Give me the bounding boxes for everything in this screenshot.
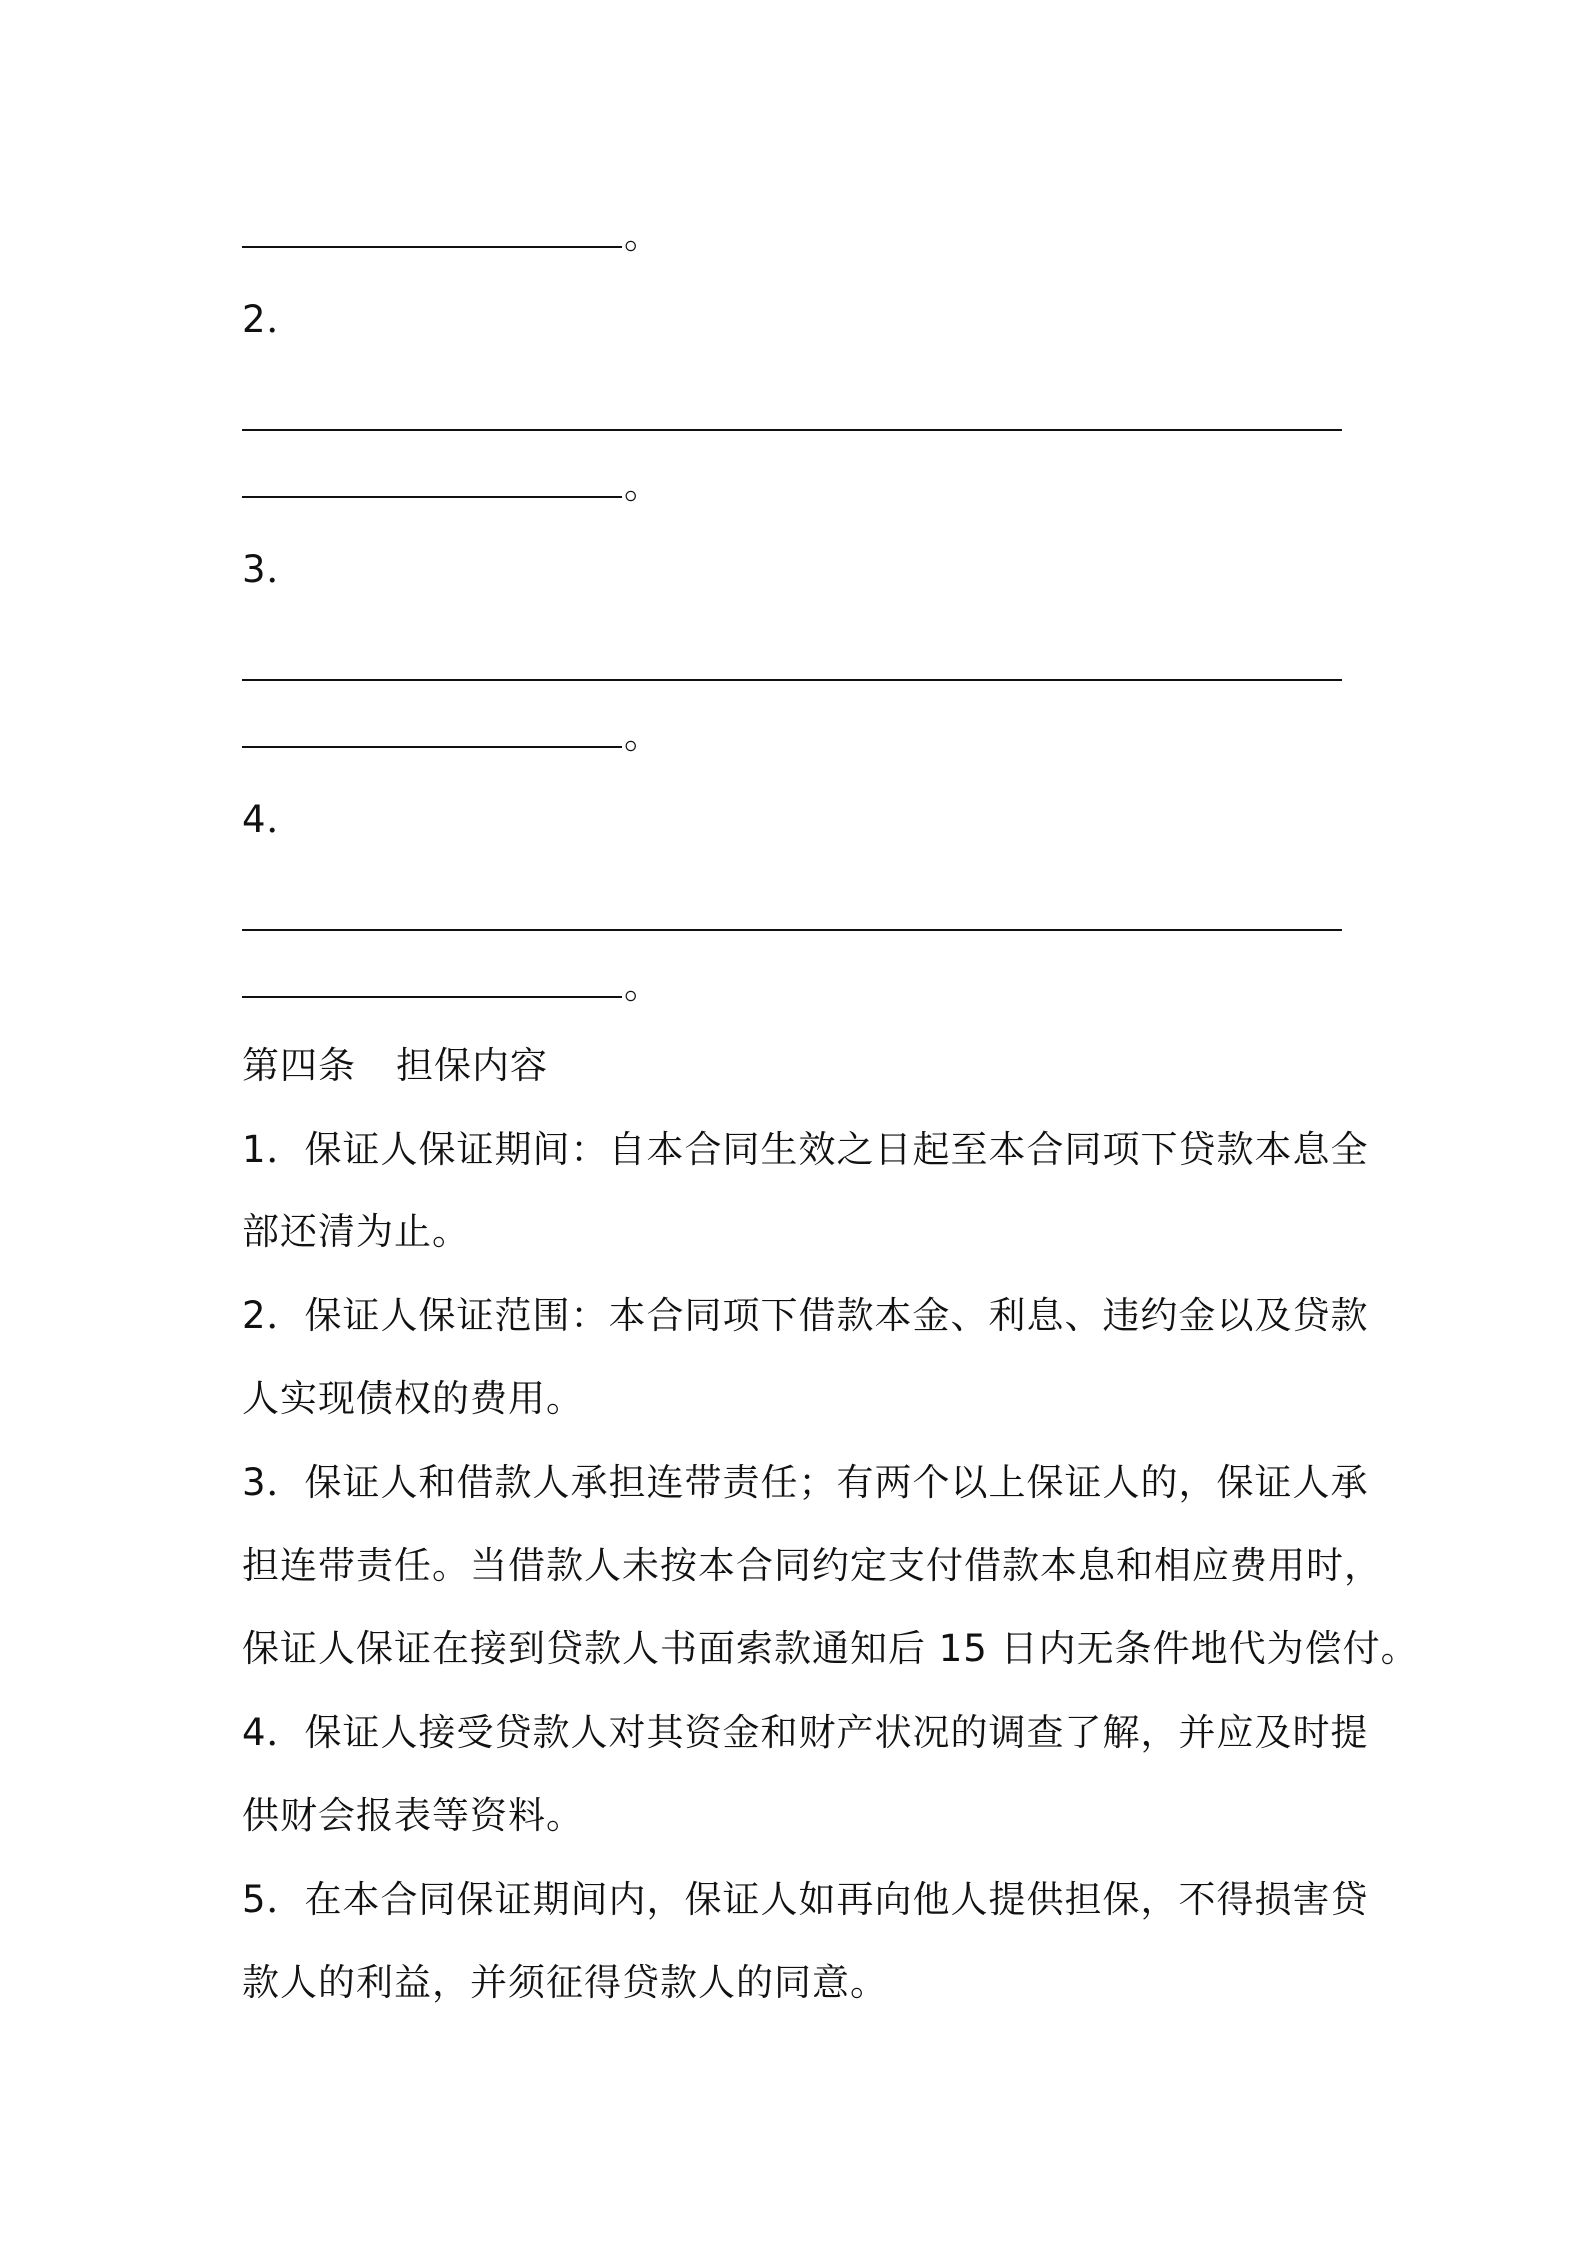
blank-line-long	[242, 895, 1342, 943]
clause-line: 部还清为止。	[242, 1210, 470, 1253]
clause-line: 2．保证人保证范围：本合同项下借款本金、利息、违约金以及贷款	[242, 1294, 1369, 1337]
article-heading	[242, 1042, 548, 1090]
fill-in-blank	[242, 466, 622, 498]
article-number: 第四条	[242, 1044, 356, 1087]
blank-line-short	[242, 212, 662, 260]
fill-in-blank	[242, 966, 622, 998]
clause-line: 担连带责任。当借款人未按本合同约定支付借款本息和相应费用时，	[242, 1544, 1382, 1587]
end-mark: 。	[624, 964, 662, 1007]
blank-line-short	[242, 962, 662, 1010]
end-mark: 。	[624, 714, 662, 757]
end-mark: 。	[624, 214, 662, 257]
blank-line-long	[242, 645, 1342, 693]
item-number: 4．	[242, 798, 305, 841]
fill-in-blank	[242, 716, 622, 748]
clause-line: 4．保证人接受贷款人对其资金和财产状况的调查了解，并应及时提	[242, 1711, 1369, 1754]
fill-in-blank	[242, 216, 622, 248]
item-number: 2．	[242, 298, 305, 341]
blank-line-short	[242, 462, 662, 510]
clause-line: 款人的利益，并须征得贷款人的同意。	[242, 1961, 888, 2004]
clause-line: 5．在本合同保证期间内，保证人如再向他人提供担保，不得损害贷	[242, 1878, 1369, 1921]
item-number: 3．	[242, 548, 305, 591]
end-mark: 。	[624, 464, 662, 507]
fill-in-blank	[242, 399, 1342, 431]
fill-in-blank	[242, 899, 1342, 931]
clause-line: 供财会报表等资料。	[242, 1794, 584, 1837]
blank-line-long	[242, 395, 1342, 443]
clause-line: 1．保证人保证期间：自本合同生效之日起至本合同项下贷款本息全	[242, 1128, 1369, 1171]
blank-line-short	[242, 712, 662, 760]
clause-line: 保证人保证在接到贷款人书面索款通知后 15 日内无条件地代为偿付。	[242, 1627, 1419, 1670]
fill-in-blank	[242, 649, 1342, 681]
clause-line: 3．保证人和借款人承担连带责任；有两个以上保证人的，保证人承	[242, 1461, 1369, 1504]
article-title: 担保内容	[396, 1044, 548, 1087]
clause-line: 人实现债权的费用。	[242, 1377, 584, 1420]
